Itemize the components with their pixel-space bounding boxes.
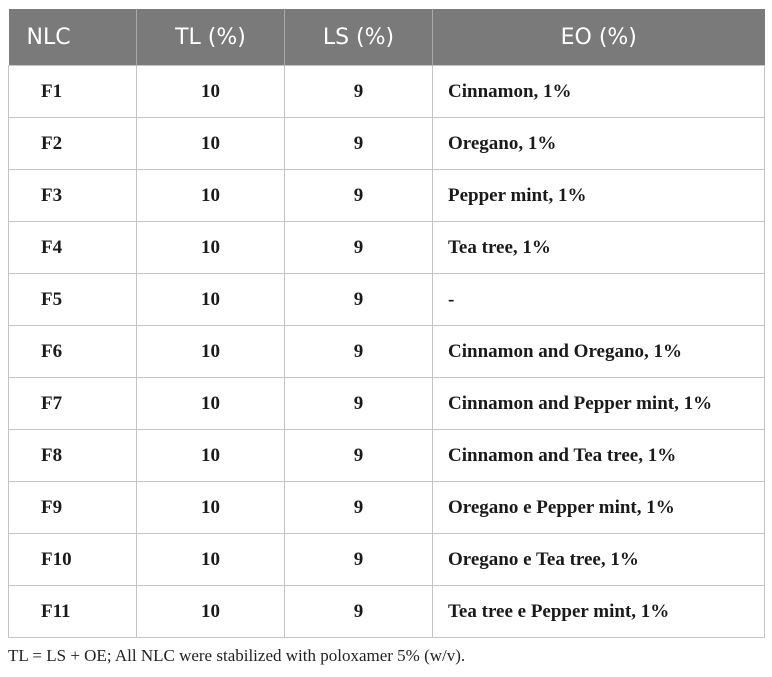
cell-nlc: F3 (9, 170, 137, 222)
formulation-table-container (8, 9, 764, 638)
column-header-eo: EO (%) (433, 9, 765, 66)
cell-tl: 10 (137, 430, 285, 482)
cell-ls: 9 (285, 378, 433, 430)
cell-tl: 10 (137, 378, 285, 430)
table-header-row (9, 9, 765, 66)
cell-tl: 10 (137, 274, 285, 326)
cell-eo: Tea tree e Pepper mint, 1% (433, 586, 765, 638)
table-row (9, 326, 765, 378)
table-row (9, 222, 765, 274)
cell-nlc: F5 (9, 274, 137, 326)
column-header-tl: TL (%) (137, 9, 285, 66)
cell-ls: 9 (285, 274, 433, 326)
table-footnote: TL = LS + OE; All NLC were stabilized with poloxamer 5% (w/v). (8, 646, 466, 665)
cell-ls: 9 (285, 170, 433, 222)
cell-nlc: F9 (9, 482, 137, 534)
table-row (9, 586, 765, 638)
cell-ls: 9 (285, 482, 433, 534)
cell-nlc: F2 (9, 118, 137, 170)
cell-ls: 9 (285, 534, 433, 586)
cell-eo: Cinnamon and Tea tree, 1% (433, 430, 765, 482)
table-row (9, 274, 765, 326)
cell-ls: 9 (285, 326, 433, 378)
cell-eo: Cinnamon, 1% (433, 66, 765, 118)
table-row (9, 66, 765, 118)
cell-ls: 9 (285, 66, 433, 118)
cell-tl: 10 (137, 170, 285, 222)
cell-nlc: F10 (9, 534, 137, 586)
formulation-table (8, 9, 765, 638)
table-row (9, 482, 765, 534)
cell-tl: 10 (137, 66, 285, 118)
cell-ls: 9 (285, 118, 433, 170)
cell-tl: 10 (137, 326, 285, 378)
column-header-nlc: NLC (9, 9, 137, 66)
cell-nlc: F8 (9, 430, 137, 482)
table-row (9, 430, 765, 482)
table-row (9, 170, 765, 222)
cell-eo: - (433, 274, 765, 326)
table-row (9, 534, 765, 586)
cell-tl: 10 (137, 118, 285, 170)
cell-nlc: F11 (9, 586, 137, 638)
cell-tl: 10 (137, 534, 285, 586)
column-header-ls: LS (%) (285, 9, 433, 66)
cell-eo: Tea tree, 1% (433, 222, 765, 274)
cell-nlc: F1 (9, 66, 137, 118)
cell-tl: 10 (137, 482, 285, 534)
cell-ls: 9 (285, 222, 433, 274)
cell-eo: Oregano e Pepper mint, 1% (433, 482, 765, 534)
cell-tl: 10 (137, 222, 285, 274)
table-row (9, 378, 765, 430)
cell-ls: 9 (285, 586, 433, 638)
cell-eo: Oregano, 1% (433, 118, 765, 170)
cell-nlc: F7 (9, 378, 137, 430)
cell-eo: Oregano e Tea tree, 1% (433, 534, 765, 586)
cell-nlc: F4 (9, 222, 137, 274)
table-row (9, 118, 765, 170)
cell-tl: 10 (137, 586, 285, 638)
cell-eo: Cinnamon and Oregano, 1% (433, 326, 765, 378)
cell-ls: 9 (285, 430, 433, 482)
cell-nlc: F6 (9, 326, 137, 378)
cell-eo: Cinnamon and Pepper mint, 1% (433, 378, 765, 430)
cell-eo: Pepper mint, 1% (433, 170, 765, 222)
